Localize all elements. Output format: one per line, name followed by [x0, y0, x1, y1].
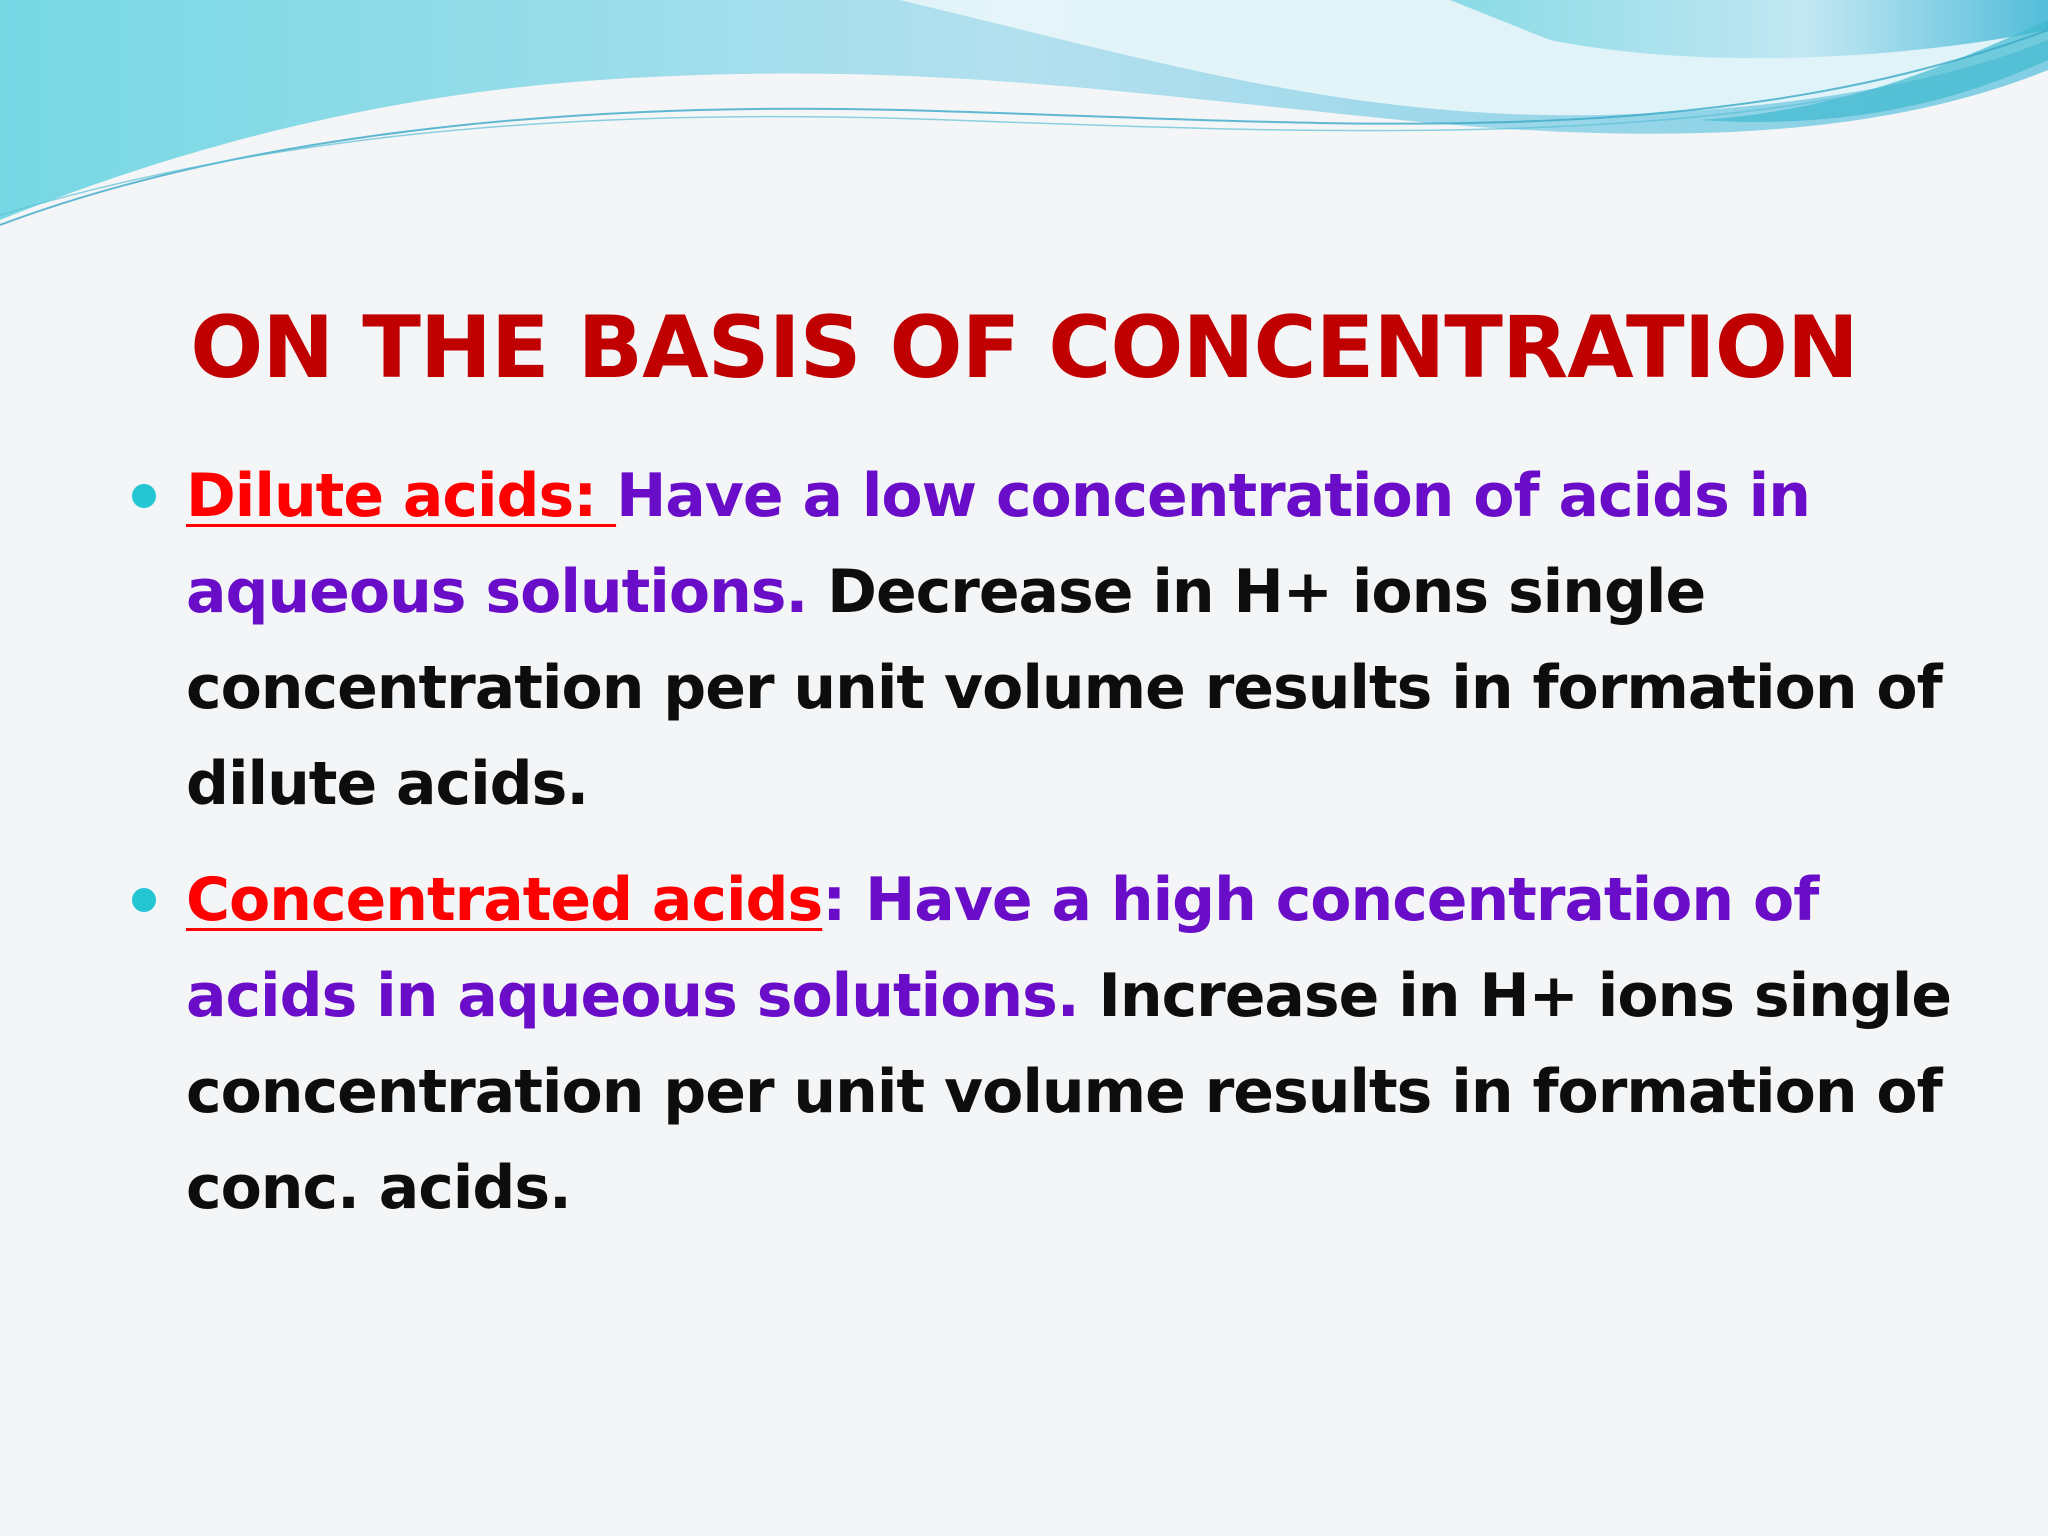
list-item-dilute-acids — [128, 448, 1988, 832]
term-dilute-acids: Dilute acids: — [186, 461, 617, 531]
list-item-concentrated-acids — [128, 852, 1988, 1236]
term-concentrated-acids: Concentrated acids — [186, 865, 823, 935]
explanation-dilute-acids: Decrease in H+ ions single concentration per unit volume results in formation of dilute acids. — [186, 557, 1942, 819]
wave-header-decoration — [0, 0, 2048, 240]
slide-title: ON THE BASIS OF CONCENTRATION — [190, 298, 1858, 398]
definition-concentrated-acids: Have a high concentration of acids in aqueous solutions. — [186, 865, 1819, 1031]
bullet-dot-icon — [132, 484, 156, 508]
term-colon: : — [822, 865, 846, 935]
definition-dilute-acids: Have a low concentration of acids in aqueous solutions. — [186, 461, 1810, 627]
bullet-list — [128, 448, 1988, 1236]
explanation-concentrated-acids: Increase in H+ ions single concentration per unit volume results in formation of conc. acids. — [186, 961, 1952, 1223]
bullet-dot-icon — [132, 888, 156, 912]
